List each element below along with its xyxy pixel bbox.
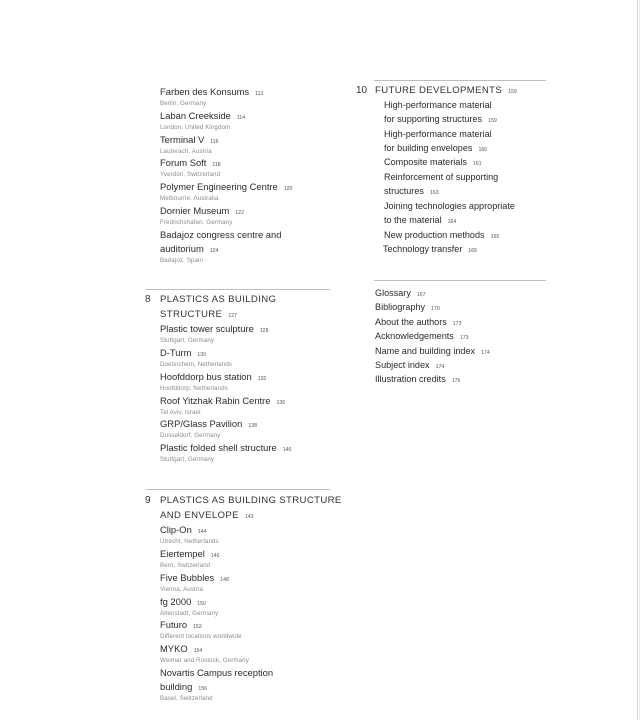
entry-page: 120 <box>283 186 293 192</box>
entry-title: auditorium <box>160 243 204 254</box>
entry-page: 136 <box>276 400 286 406</box>
toc-entry <box>160 229 281 265</box>
backmatter-page: 170 <box>431 306 440 312</box>
entry-location: Vienna, Austria <box>160 586 204 593</box>
sub-entry-text: Composite materials <box>384 157 467 167</box>
sub-entry-line: Reinforcement of supporting <box>384 172 499 182</box>
backmatter-title: Illustration credits <box>375 374 446 384</box>
entry-title: Novartis Campus reception <box>160 667 274 678</box>
entry-page: 150 <box>197 601 206 607</box>
backmatter-title: Name and building index <box>375 346 476 356</box>
chapter-title-line: STRUCTURE <box>160 309 223 320</box>
backmatter-title: Acknowledgements <box>375 331 454 341</box>
entry-title: Polymer Engineering Centre <box>160 181 278 192</box>
toc-entry <box>160 395 285 417</box>
chapter-title-line: FUTURE DEVELOPMENTS <box>375 85 503 96</box>
chapter-title-line: AND ENVELOPE <box>160 510 239 521</box>
entry-location: Yverdon, Switzerland <box>160 171 221 178</box>
entry-title: Terminal V <box>160 134 205 145</box>
entry-location: Tel Aviv, Israel <box>160 409 201 416</box>
entry-location: Melbourne, Australia <box>160 195 219 202</box>
sub-entry-line: High-performance material <box>384 129 492 139</box>
entry-title: Clip-On <box>160 524 192 535</box>
backmatter-entry <box>375 373 460 387</box>
entry-location: Utrecht, Netherlands <box>160 538 219 545</box>
backmatter-title: Glossary <box>375 288 411 298</box>
sub-entry-text: Technology transfer <box>383 244 463 254</box>
entry-location: Weimar and Rostock, Germany <box>160 657 249 664</box>
backmatter-title: Bibliography <box>375 302 426 312</box>
page-edge-shadow <box>639 0 640 720</box>
chapter-title: PLASTICS AS BUILDING <box>160 294 277 305</box>
backmatter-divider <box>374 280 546 281</box>
entry-page: 132 <box>257 376 267 382</box>
sub-entry-page: 163 <box>429 190 439 196</box>
chapter-title <box>160 308 237 323</box>
toc-entry <box>160 667 273 703</box>
sub-entry-page: 159 <box>488 118 497 124</box>
backmatter-title: Subject index <box>375 360 430 370</box>
entry-page: 128 <box>259 328 269 334</box>
entry-title: Plastic tower sculpture <box>160 323 254 334</box>
sub-entry-line <box>384 214 456 228</box>
entry-location: Basel, Switzerland <box>160 695 213 702</box>
entry-page: 152 <box>193 624 202 630</box>
backmatter-title: About the authors <box>375 317 447 327</box>
entry-page: 114 <box>236 115 246 121</box>
entry-location: Hoofddorp, Netherlands <box>160 385 228 392</box>
entry-location: Bern, Switzerland <box>160 562 211 569</box>
entry-location: Fredrichshafen, Germany <box>160 219 233 226</box>
backmatter-page: 174 <box>481 350 490 356</box>
chapter-page: 127 <box>228 313 237 319</box>
sub-entry-line <box>384 142 487 156</box>
entry-title: Farben des Konsums <box>160 86 250 97</box>
sub-entry-page: 160 <box>478 147 488 153</box>
entry-title: building <box>160 681 193 692</box>
toc-entry <box>160 110 245 132</box>
entry-page: 112 <box>255 91 264 97</box>
entry-location: Lauterach, Austria <box>160 148 212 155</box>
sub-entry-text: New production methods <box>384 230 485 240</box>
entry-page: 140 <box>282 447 292 453</box>
entry-title: Roof Yitzhak Rabin Centre <box>160 395 271 406</box>
sub-entry-text: for building envelopes <box>384 143 473 153</box>
entry-page: 138 <box>248 423 257 429</box>
toc-entry <box>160 572 229 594</box>
toc-entry <box>160 619 242 641</box>
chapter-number: 10 <box>356 85 368 96</box>
sub-entry-text: to the material <box>384 215 442 225</box>
entry-page: 148 <box>220 577 229 583</box>
backmatter-entry <box>375 359 444 373</box>
entry-title: Five Bubbles <box>160 572 215 583</box>
sub-entry-line: Joining technologies appropriate <box>384 201 515 211</box>
chapter-title: PLASTICS AS BUILDING STRUCTURE <box>160 495 342 506</box>
entry-title: Badajoz congress centre and <box>160 229 282 240</box>
toc-entry <box>160 524 219 546</box>
entry-location: Dusseldorf, Germany <box>160 432 221 439</box>
chapter-divider <box>146 289 330 290</box>
entry-location: Doetinchem, Netherlands <box>160 361 233 368</box>
toc-entry <box>160 442 291 464</box>
entry-page: 122 <box>235 210 244 216</box>
toc-entry <box>160 181 292 203</box>
toc-entry <box>160 323 268 345</box>
entry-title: Futuro <box>160 619 188 630</box>
entry-location: Badajoz, Spain <box>160 257 204 264</box>
chapter-divider <box>146 489 330 490</box>
chapter-title <box>375 84 517 99</box>
sub-entry-line: High-performance material <box>384 100 492 110</box>
entry-location: Altenstadt, Germany <box>160 610 219 617</box>
page-edge <box>637 0 638 720</box>
backmatter-page: 173 <box>459 335 469 341</box>
entry-title: MYKO <box>160 643 188 654</box>
entry-location: Stuttgart, Germany <box>160 337 215 344</box>
backmatter-entry <box>375 316 461 330</box>
entry-title: Dornier Museum <box>160 205 230 216</box>
entry-page: 130 <box>197 352 207 358</box>
chapter-title <box>160 509 254 524</box>
toc-entry <box>160 347 232 369</box>
toc-entry <box>160 157 221 179</box>
entry-page: 156 <box>198 686 207 692</box>
sub-entry-line <box>383 243 477 257</box>
toc-entry <box>160 548 219 570</box>
backmatter-page: 167 <box>416 292 426 298</box>
entry-title: fg 2000 <box>160 596 192 607</box>
backmatter-page: 173 <box>452 321 462 327</box>
backmatter-entry <box>375 345 490 359</box>
sub-entry-text: structures <box>384 186 424 196</box>
entry-page: 118 <box>212 162 221 168</box>
sub-entry-page: 161 <box>472 161 482 167</box>
sub-entry-page: 166 <box>468 248 478 254</box>
chapter-page: 159 <box>508 89 517 95</box>
sub-entry-page: 164 <box>447 219 457 225</box>
entry-title: Hoofddorp bus station <box>160 371 252 382</box>
entry-location: London, United Kingdom <box>160 124 231 131</box>
backmatter-page: 174 <box>435 364 445 370</box>
entry-title: Plastic folded shell structure <box>160 442 277 453</box>
sub-entry-text: for supporting structures <box>384 114 483 124</box>
entry-title: GRP/Glass Pavilion <box>160 418 243 429</box>
chapter-divider <box>374 80 546 81</box>
sub-entry-line <box>384 229 499 243</box>
toc-entry <box>160 418 257 440</box>
toc-entry <box>160 86 263 108</box>
entry-location: Stuttgart, Germany <box>160 456 215 463</box>
toc-entry <box>160 596 218 618</box>
entry-location: Berlin, Germany <box>160 100 207 107</box>
toc-entry <box>160 643 249 665</box>
entry-page: 146 <box>210 553 220 559</box>
toc-entry <box>160 371 266 393</box>
entry-page: 124 <box>209 248 219 254</box>
sub-entry-line <box>384 185 439 199</box>
backmatter-entry <box>375 301 440 315</box>
toc-entry <box>160 134 219 156</box>
entry-page: 116 <box>210 139 219 145</box>
sub-entry-line <box>384 156 482 170</box>
chapter-number: 9 <box>145 495 151 506</box>
entry-page: 154 <box>193 648 203 654</box>
backmatter-entry <box>375 330 469 344</box>
entry-location: Different locations worldwide <box>160 633 242 640</box>
entry-page: 144 <box>197 529 207 535</box>
entry-title: Forum Soft <box>160 157 207 168</box>
sub-entry-page: 165 <box>490 234 500 240</box>
entry-title: Laban Creekside <box>160 110 231 121</box>
entry-title: Eiertempel <box>160 548 205 559</box>
chapter-number: 8 <box>145 294 151 305</box>
chapter-page: 143 <box>244 514 254 520</box>
toc-entry <box>160 205 244 227</box>
entry-title: D-Turm <box>160 347 192 358</box>
backmatter-page: 176 <box>451 378 461 384</box>
backmatter-entry <box>375 287 426 301</box>
sub-entry-line <box>384 113 497 127</box>
